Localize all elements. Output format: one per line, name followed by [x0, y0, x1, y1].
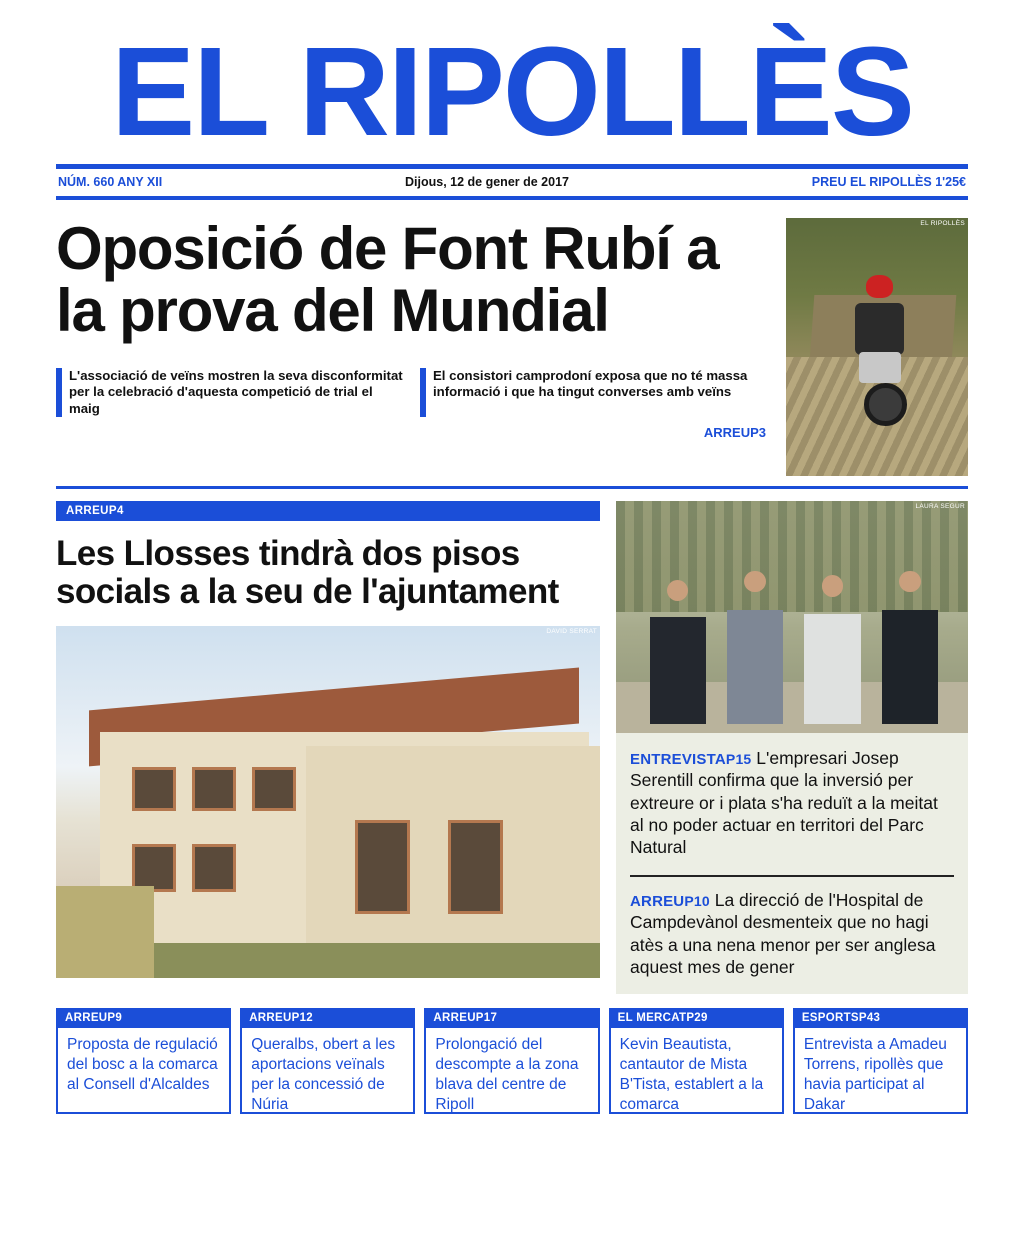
teaser-item[interactable] — [793, 1008, 968, 1114]
teaser-header — [56, 1008, 231, 1028]
photo-window — [252, 767, 296, 812]
photo-window — [192, 767, 236, 812]
hospital-teaser-text: La direcció de l'Hospital de Campdevànol desmenteix que no hagi atès a una nena menor per ser anglesa aquest mes de gener — [630, 889, 936, 978]
teaser-page-label: P29 — [686, 1012, 708, 1025]
rider-body-shape — [855, 303, 904, 355]
teaser-section-label: ESPORTS — [801, 1012, 859, 1025]
secondary-tab-label: ARREU — [66, 504, 109, 517]
masthead-info — [56, 169, 968, 196]
teaser-header — [240, 1008, 415, 1028]
masthead — [56, 0, 968, 162]
person-head — [899, 571, 920, 592]
teaser-section-label: ARREU — [433, 1012, 476, 1025]
text-divider — [630, 875, 954, 877]
blue-bar-icon — [420, 368, 426, 418]
trial-motorcycle-photo — [786, 218, 968, 476]
right-column — [616, 501, 968, 995]
teaser-page-label: P43 — [858, 1012, 881, 1025]
publication-date: Dijous, 12 de gener de 2017 — [405, 174, 569, 189]
teaser-page-label: P9 — [107, 1012, 123, 1025]
page-title: EL RIPOLLÈS — [111, 21, 913, 162]
teaser-text: Queralbs, obert a les aportacions veïnals per la concessió de Núria — [240, 1028, 415, 1114]
motorcycle-wheel-shape — [864, 383, 907, 426]
teaser-item[interactable] — [424, 1008, 599, 1114]
person-figure — [799, 575, 866, 723]
person-figure — [876, 571, 943, 724]
person-head — [667, 580, 688, 601]
person-body — [650, 617, 706, 723]
right-text-box — [616, 733, 968, 995]
photo-window — [132, 844, 176, 892]
hospital-tag-page: P10 — [684, 892, 710, 909]
photo-credit: DAVID SERRAT — [546, 627, 597, 635]
lead-left-column — [56, 214, 768, 476]
teaser-text: Entrevista a Amadeu Torrens, ripollès que havia participat al Dakar — [793, 1028, 968, 1114]
teaser-text: Prolongació del descompte a la zona blava del centre de Ripoll — [424, 1028, 599, 1114]
teaser-page-label: P12 — [291, 1012, 313, 1025]
secondary-tab-page: P4 — [108, 504, 124, 517]
person-figure — [644, 580, 711, 724]
hospital-teaser[interactable] — [616, 889, 968, 995]
blue-bar-icon — [56, 368, 62, 418]
photo-window — [192, 844, 236, 892]
masthead-rule-bottom — [56, 196, 968, 200]
teaser-header — [609, 1008, 784, 1028]
lead-sub-2 — [420, 368, 768, 418]
interview-teaser-text: L'empresari Josep Serentill confirma que la inversió per extreure or i plata s'ha reduït a la meitat al no poder actuar en territori del Parc Natural — [630, 747, 938, 858]
lead-subheadings — [56, 368, 768, 418]
lead-arreu-label: ARREU — [703, 425, 751, 440]
lead-story — [56, 214, 968, 476]
teaser-section-label: ARREU — [65, 1012, 108, 1025]
issue-number: NÚM. 660 ANY XII — [58, 174, 163, 189]
interview-tag-page: P15 — [725, 750, 752, 767]
teaser-item[interactable] — [56, 1008, 231, 1114]
secondary-headline[interactable]: Les Llosses tindrà dos pisos socials a la seu de l'ajuntament — [56, 533, 559, 612]
photo-credit: EL RIPOLLÈS — [920, 219, 965, 227]
section-divider — [56, 486, 968, 489]
photo-door — [448, 820, 503, 914]
hospital-tag-label: ARREU — [630, 892, 685, 910]
teaser-text: Kevin Beautista, cantautor de Mista B'Tista, establert a la comarca — [609, 1028, 784, 1114]
teaser-header — [793, 1008, 968, 1028]
lead-headline[interactable]: Oposició de Font Rubí a la prova del Mundial — [56, 214, 719, 344]
motorcycle-shape — [859, 352, 901, 383]
interview-tag-label: ENTREVISTA — [630, 750, 726, 768]
price-label: PREU EL RIPOLLÈS 1'25€ — [811, 174, 966, 189]
teaser-header — [424, 1008, 599, 1028]
four-men-group-photo — [616, 501, 968, 733]
person-head — [744, 571, 765, 592]
town-hall-building-photo — [56, 626, 600, 978]
rider-helmet-shape — [866, 275, 893, 299]
person-figure — [722, 571, 789, 724]
person-body — [804, 614, 860, 724]
lead-sub-1-text: L'associació de veïns mostren la seva disconformitat per la celebració d'aquesta competició de trial el maig — [69, 367, 403, 416]
teaser-item[interactable] — [609, 1008, 784, 1114]
teaser-page-label: P17 — [475, 1012, 498, 1025]
interview-teaser[interactable] — [616, 733, 968, 861]
photo-door — [355, 820, 410, 914]
interview-tag — [630, 751, 751, 768]
photo-grass — [56, 886, 154, 978]
lead-sub-2-text: El consistori camprodoní exposa que no té massa informació i que ha tingut converses amb veïns — [433, 367, 748, 399]
teaser-item[interactable] — [240, 1008, 415, 1114]
lead-arreu-reference[interactable] — [56, 425, 768, 440]
lead-arreu-page: P3 — [750, 425, 766, 440]
person-body — [727, 610, 783, 723]
teaser-section-label: EL MERCAT — [617, 1012, 687, 1025]
middle-section — [56, 501, 968, 995]
photo-window — [132, 767, 176, 812]
secondary-story — [56, 501, 600, 995]
lead-sub-1 — [56, 368, 404, 418]
lead-right-column — [786, 218, 968, 476]
photo-credit: LAURA SEGUR — [915, 502, 965, 510]
secondary-section-tab[interactable] — [56, 501, 600, 521]
teaser-text: Proposta de regulació del bosc a la comarca al Consell d'Alcaldes — [56, 1028, 231, 1114]
person-body — [882, 610, 938, 723]
teaser-row — [56, 1008, 968, 1114]
teaser-section-label: ARREU — [249, 1012, 292, 1025]
hospital-tag — [630, 893, 710, 910]
person-head — [822, 575, 843, 596]
